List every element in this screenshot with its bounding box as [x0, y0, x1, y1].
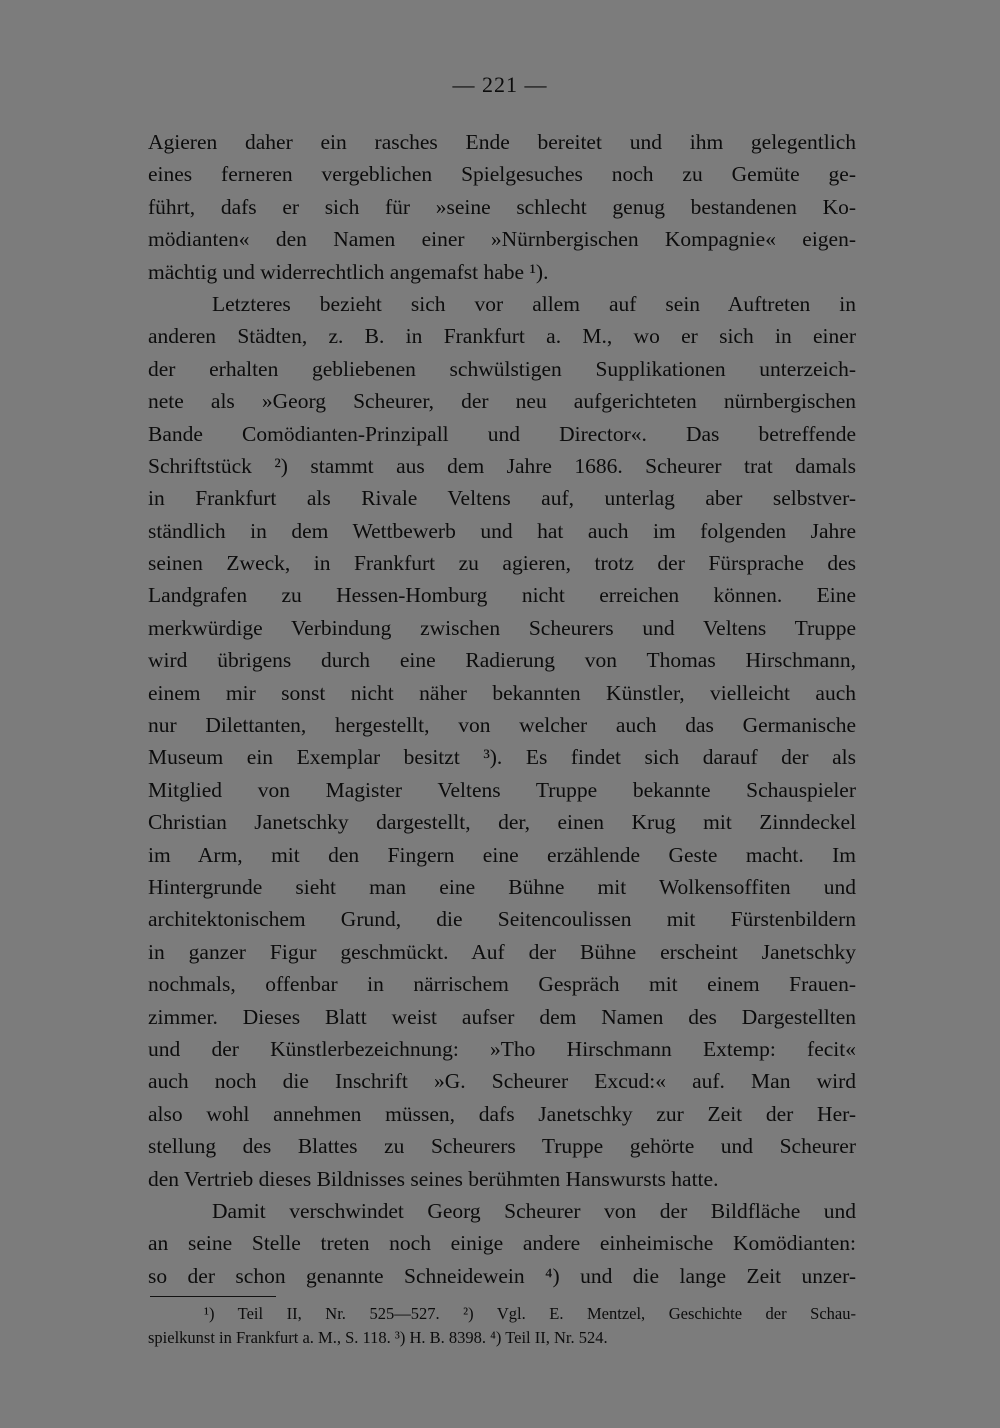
text-line: Landgrafen zu Hessen-Homburg nicht erreichen können. Eine: [148, 583, 856, 608]
text-line: Museum ein Exemplar besitzt ³). Es findet sich darauf der als: [148, 745, 856, 770]
text-line: Christian Janetschky dargestellt, der, einen Krug mit Zinndeckel: [148, 810, 856, 835]
footnote-line: ¹) Teil II, Nr. 525—527. ²) Vgl. E. Mentzel, Geschichte der Schau-: [204, 1304, 856, 1323]
text-line: nur Dilettanten, hergestellt, von welcher auch das Germanische: [148, 713, 856, 738]
text-line: zimmer. Dieses Blatt weist aufser dem Namen des Dargestellten: [148, 1004, 856, 1029]
text-line: also wohl annehmen müssen, dafs Janetschky zur Zeit der Her-: [148, 1101, 856, 1126]
body-text: [148, 126, 856, 1292]
text-line: wird übrigens durch eine Radierung von Thomas Hirschmann,: [148, 648, 856, 673]
text-line: mächtig und widerrechtlich angemafst habe ¹).: [148, 259, 549, 284]
text-line: nochmals, offenbar in närrischem Gespräch mit einem Frauen-: [148, 972, 856, 997]
text-line: der erhalten gebliebenen schwülstigen Supplikationen unterzeich-: [148, 356, 856, 381]
text-line: an seine Stelle treten noch einige andere einheimische Komödianten:: [148, 1231, 856, 1256]
text-line: so der schon genannte Schneidewein ⁴) und die lange Zeit unzer-: [148, 1263, 856, 1288]
page-number: — 221 —: [452, 72, 548, 97]
text-line: Bande Comödianten-Prinzipall und Director«. Das betreffende: [148, 421, 856, 446]
text-line: stellung des Blattes zu Scheurers Truppe gehörte und Scheurer: [148, 1134, 856, 1159]
footnote-divider: [150, 1296, 276, 1297]
text-line: auch noch die Inschrift »G. Scheurer Excud:« auf. Man wird: [148, 1069, 856, 1094]
text-line: und der Künstlerbezeichnung: »Tho Hirschmann Extemp: fecit«: [148, 1036, 856, 1061]
text-line: in ganzer Figur geschmückt. Auf der Bühne erscheint Janetschky: [148, 939, 856, 964]
footnotes: [148, 1302, 856, 1350]
text-line: mödianten« den Namen einer »Nürnbergischen Kompagnie« eigen-: [148, 227, 856, 252]
text-line: anderen Städten, z. B. in Frankfurt a. M., wo er sich in einer: [148, 324, 856, 349]
text-line: Damit verschwindet Georg Scheurer von der Bildfläche und: [212, 1198, 856, 1223]
text-line: führt, dafs er sich für »seine schlecht genug bestandenen Ko-: [148, 194, 856, 219]
text-line: im Arm, mit den Fingern eine erzählende Geste macht. Im: [148, 842, 856, 867]
text-line: Agieren daher ein rasches Ende bereitet und ihm gelegentlich: [148, 130, 856, 154]
text-line: Hintergrunde sieht man eine Bühne mit Wolkensoffiten und: [148, 874, 856, 899]
text-line: ständlich in dem Wettbewerb und hat auch im folgenden Jahre: [148, 518, 856, 543]
text-line: Schriftstück ²) stammt aus dem Jahre 1686. Scheurer trat damals: [148, 453, 856, 478]
text-line: nete als »Georg Scheurer, der neu aufgerichteten nürnbergischen: [148, 389, 856, 414]
text-line: in Frankfurt als Rivale Veltens auf, unterlag aber selbstver-: [148, 486, 856, 511]
text-line: Letzteres bezieht sich vor allem auf sein Auftreten in: [212, 291, 856, 316]
text-line: einem mir sonst nicht näher bekannten Künstler, vielleicht auch: [148, 680, 856, 705]
text-line: merkwürdige Verbindung zwischen Scheurers und Veltens Truppe: [148, 615, 856, 640]
footnote-line: spielkunst in Frankfurt a. M., S. 118. ³) H. B. 8398. ⁴) Teil II, Nr. 524.: [148, 1328, 608, 1347]
text-line: Mitglied von Magister Veltens Truppe bekannte Schauspieler: [148, 777, 856, 802]
text-line: den Vertrieb dieses Bildnisses seines berühmten Hanswursts hatte.: [148, 1166, 719, 1191]
text-line: eines ferneren vergeblichen Spielgesuches noch zu Gemüte ge-: [148, 162, 856, 187]
text-line: seinen Zweck, in Frankfurt zu agieren, trotz der Fürsprache des: [148, 551, 856, 576]
text-line: architektonischem Grund, die Seitencoulissen mit Fürstenbildern: [148, 907, 856, 932]
